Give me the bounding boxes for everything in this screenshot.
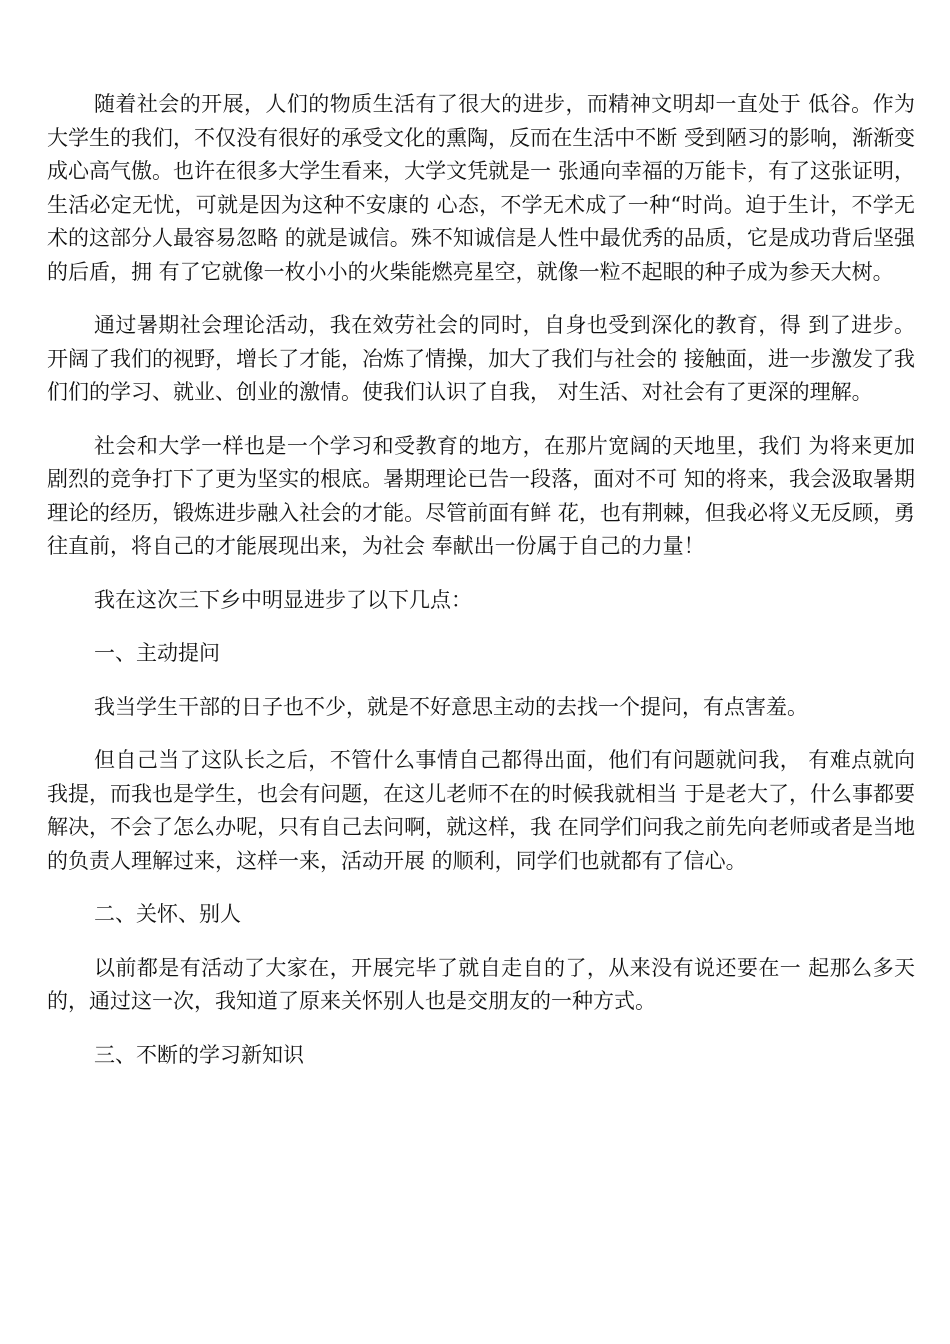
document-page: [47, 88, 915, 1092]
paragraph-caring-others: 以前都是有活动了大家在，开展完毕了就自走自的了，从来没有说还要在一 起那么多天的，通过这一次，我知道了原来关怀别人也是交朋友的一种方式。: [47, 955, 915, 1013]
section-heading-1: 一、主动提问: [94, 641, 220, 665]
section-heading-3: 三、不断的学习新知识: [94, 1042, 304, 1067]
paragraph-team-leader: 但自己当了这队长之后，不管什么事情自己都得出面，他们有问题就问我， 有难点就向我提，而我也是学生，也会有问题，在这儿老师不在的时候我就相当 于是老大了，什么事都要解决，不会了怎么办呢，只有自己去问啊，就这样，我 在同学们问我之前先向老师或者是当地的负责人理解过来，这样一来，活动开展 的顺利，同学们也就都有了信心。: [47, 748, 915, 873]
paragraph-summer-practice: 通过暑期社会理论活动，我在效劳社会的同时，自身也受到深化的教育，得 到了进步。开阔了我们的视野，增长了才能，冶炼了情操，加大了我们与社会的 接触面，进一步激发了我们们的学习、就业、创业的激情。使我们认识了自我， 对生活、对社会有了更深的理解。: [47, 313, 915, 404]
section-heading-2: 二、关怀、别人: [94, 902, 241, 926]
paragraph-society-learning: 社会和大学一样也是一个学习和受教育的地方，在那片宽阔的天地里，我们 为将来更加剧烈的竞争打下了更为坚实的根底。暑期理论已告一段落，面对不可 知的将来，我会汲取暑期理论的经历，锻炼进步融入社会的才能。尽管前面有鲜 花，也有荆棘，但我必将义无反顾，勇往直前，将自己的才能展现出来，为社会 奉献出一份属于自己的力量！: [47, 433, 915, 558]
paragraph-student-cadre: 我当学生干部的日子也不少，就是不好意思主动的去找一个提问，有点害羞。: [94, 694, 808, 719]
paragraph-intro: 随着社会的开展，人们的物质生活有了很大的进步，而精神文明却一直处于 低谷。作为大学生的我们，不仅没有很好的承受文化的熏陶，反而在生活中不断 受到陋习的影响，渐渐变成心高气傲。也许在很多大学生看来，大学文凭就是一 张通向幸福的万能卡，有了这张证明，生活必定无忧，可就是因为这种不安康的 心态，不学无术成了一种“时尚。迫于生计，不学无术的这部分人最容易忽略 的就是诚信。殊不知诚信是人性中最优秀的品质，它是成功背后坚强的后盾，拥 有了它就像一枚小小的火柴能燃亮星空，就像一粒不起眼的种子成为参天大树。: [47, 92, 915, 284]
paragraph-progress-intro: 我在这次三下乡中明显进步了以下几点：: [94, 587, 472, 612]
